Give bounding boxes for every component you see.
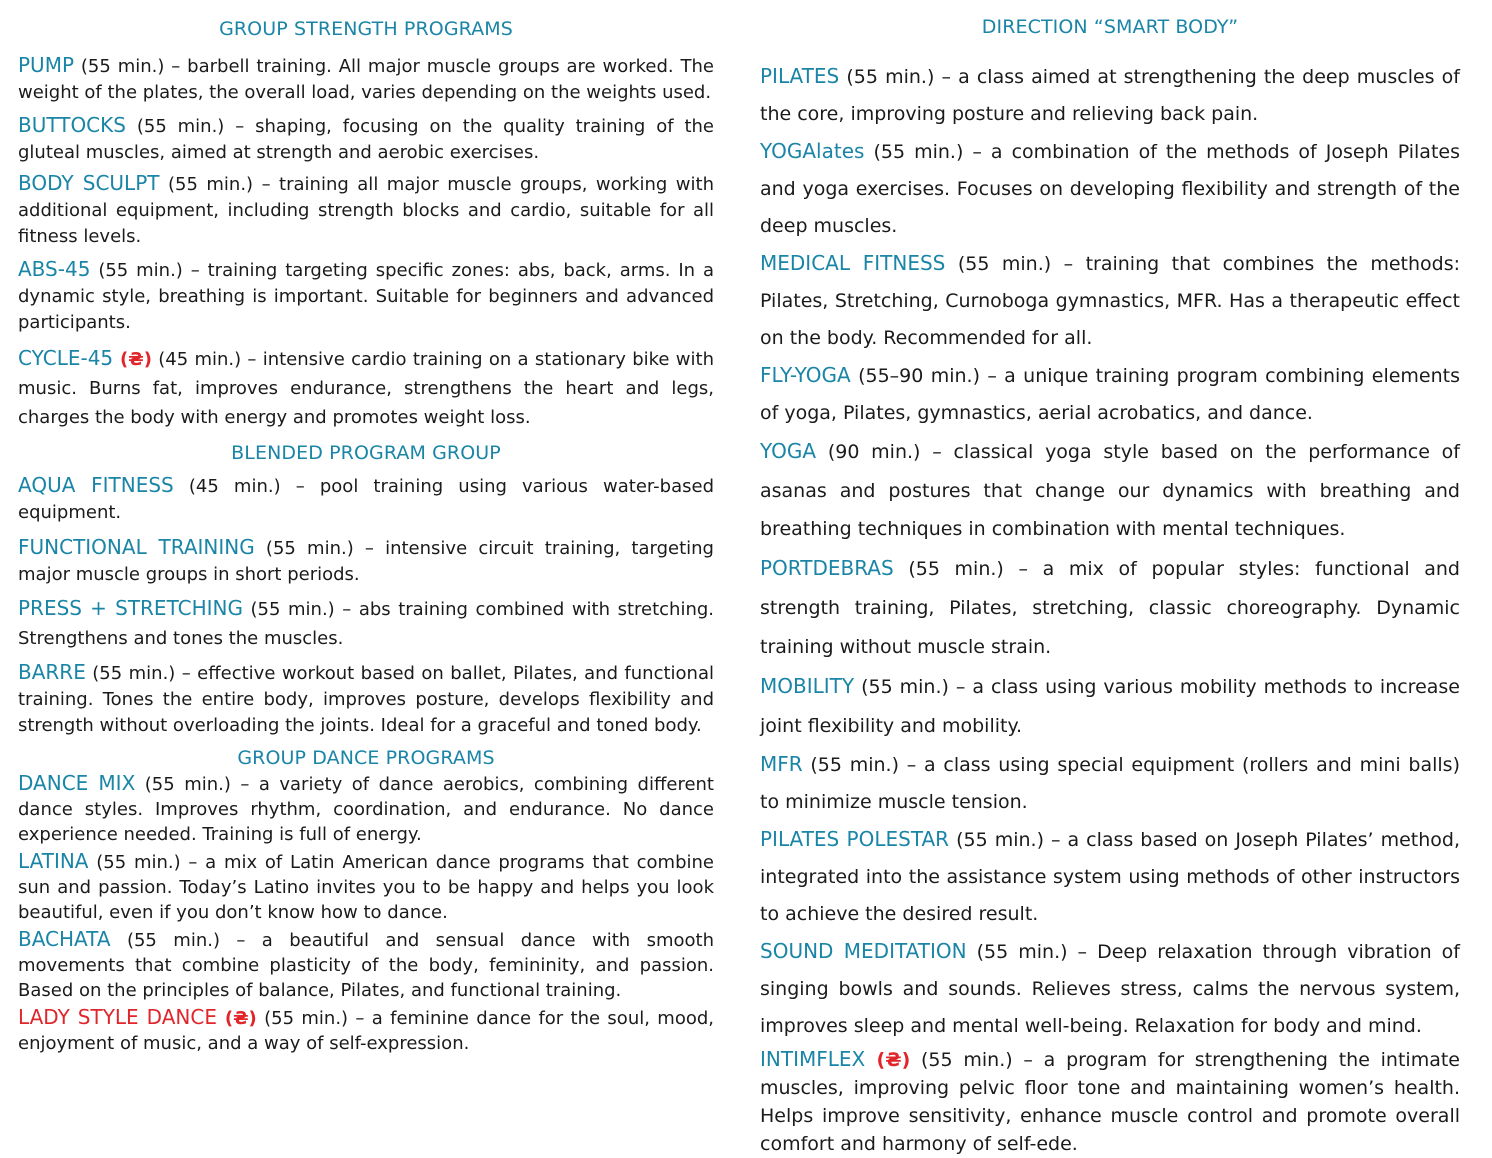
program-description: (55 min.) – a beautiful and sensual dance with smooth movements that combine plasticity of the body, femininity, and passion. Based on the principles of balance, Pilates, and functional training.	[18, 930, 714, 1001]
program-entry	[18, 927, 714, 1003]
program-entry	[760, 1045, 1460, 1158]
program-description: (55 min.) – training all major muscle groups, working with additional equipment, including strength blocks and cardio, suitable for all fitness levels.	[18, 174, 714, 247]
program-description: (55–90 min.) – a unique training program combining elements of yoga, Pilates, gymnastics, aerial acrobatics, and dance.	[760, 365, 1460, 424]
program-name: LADY STYLE DANCE	[18, 1005, 217, 1029]
program-entry	[18, 534, 714, 588]
program-name: BODY SCULPT	[18, 171, 160, 195]
section-heading-smart-body: DIRECTION “SMART BODY”	[981, 16, 1239, 38]
program-name: BACHATA	[18, 927, 111, 951]
left-column	[18, 0, 714, 1056]
program-entry	[760, 245, 1460, 357]
program-name: YOGA	[760, 439, 817, 463]
price-badge: (₴)	[113, 349, 152, 370]
section-heading-blended: BLENDED PROGRAM GROUP	[231, 442, 501, 464]
program-entry	[760, 133, 1460, 245]
price-badge: (₴)	[865, 1048, 911, 1071]
program-name: PRESS + STRETCHING	[18, 596, 243, 620]
program-entry	[18, 256, 714, 336]
program-name: YOGAlates	[760, 139, 865, 163]
program-description: (55 min.) – a variety of dance aerobics, combining different dance styles. Improves rhythm, coordination, and endurance. No dance experience needed. Training is full of energy.	[18, 774, 714, 845]
program-entry	[18, 112, 714, 166]
program-name: AQUA FITNESS	[18, 473, 174, 497]
program-name: CYCLE-45	[18, 346, 114, 370]
program-description: (55 min.) – a class aimed at strengthening the deep muscles of the core, improving posture and relieving back pain.	[760, 66, 1460, 125]
program-entry	[760, 933, 1460, 1045]
program-description: (55 min.) – a feminine dance for the soul, mood, enjoyment of music, and a way of self-expression.	[18, 1008, 714, 1054]
program-description: (55 min.) – barbell training. All major muscle groups are worked. The weight of the plates, the overall load, varies depending on the weights used.	[18, 56, 714, 103]
program-name: BUTTOCKS	[18, 113, 126, 137]
program-entry	[760, 58, 1460, 133]
program-description: (55 min.) – shaping, focusing on the quality training of the gluteal muscles, aimed at strength and aerobic exercises.	[18, 116, 714, 163]
program-entry	[18, 771, 714, 847]
program-name: PILATES	[760, 64, 840, 88]
program-description: (45 min.) – pool training using various water-based equipment.	[18, 476, 714, 523]
program-entry	[18, 1005, 714, 1056]
program-description: (55 min.) – a mix of Latin American dance programs that combine sun and passion. Today’s Latino invites you to be happy and helps you look beautiful, even if you don’t know how to dance.	[18, 852, 714, 923]
right-column	[760, 0, 1460, 1158]
program-description: (45 min.) – intensive cardio training on a stationary bike with music. Burns fat, improves endurance, strengthens the heart and legs, charges the body with energy and promotes weight loss.	[18, 349, 714, 428]
program-entry	[18, 659, 714, 739]
program-name: BARRE	[18, 660, 86, 684]
program-name: DANCE MIX	[18, 771, 136, 795]
program-description: (55 min.) – a program for strengthening the intimate muscles, improving pelvic floor tone and maintaining women’s health. Helps improve sensitivity, enhance muscle control and promote overall comfort and harmony of self-ede.	[760, 1048, 1460, 1155]
program-description: (55 min.) – a class using special equipment (rollers and mini balls) to minimize muscle tension.	[760, 753, 1460, 813]
section-heading-strength: GROUP STRENGTH PROGRAMS	[219, 18, 513, 40]
program-description: (55 min.) – training targeting specific zones: abs, back, arms. In a dynamic style, breathing is important. Suitable for beginners and advanced participants.	[18, 260, 714, 333]
program-entry	[18, 344, 714, 432]
program-description: (90 min.) – classical yoga style based on the performance of asanas and postures that change our dynamics with breathing and breathing techniques in combination with mental techniques.	[760, 441, 1460, 540]
program-entry	[760, 432, 1460, 549]
program-name: PUMP	[18, 53, 75, 77]
program-entry	[760, 357, 1460, 432]
program-description: (55 min.) – a class using various mobility methods to increase joint flexibility and mobility.	[760, 675, 1460, 737]
program-entry	[760, 746, 1460, 821]
program-name: SOUND MEDITATION	[760, 938, 967, 963]
program-entry	[760, 667, 1460, 746]
section-heading-dance: GROUP DANCE PROGRAMS	[237, 747, 495, 769]
program-name: MFR	[760, 751, 803, 776]
program-entry	[760, 821, 1460, 933]
program-description: (55 min.) – a mix of popular styles: functional and strength training, Pilates, stretching, classic choreography. Dynamic training without muscle strain.	[760, 557, 1460, 658]
program-entry	[18, 594, 714, 653]
program-entry	[760, 549, 1460, 667]
program-name: MOBILITY	[760, 673, 855, 698]
program-name: FLY-YOGA	[760, 363, 851, 387]
program-description: (55 min.) – a combination of the methods of Joseph Pilates and yoga exercises. Focuses on developing flexibility and strength of the deep muscles.	[760, 141, 1460, 237]
program-name: PILATES POLESTAR	[760, 826, 950, 851]
program-description: (55 min.) – intensive circuit training, targeting major muscle groups in short periods.	[18, 538, 714, 585]
program-name: FUNCTIONAL TRAINING	[18, 535, 255, 559]
program-entry	[18, 472, 714, 526]
program-entry	[18, 170, 714, 250]
program-name: PORTDEBRAS	[760, 555, 894, 580]
program-description: (55 min.) – a class based on Joseph Pilates’ method, integrated into the assistance system using methods of other instructors to achieve the desired result.	[760, 828, 1460, 925]
program-description: (55 min.) – Deep relaxation through vibration of singing bowls and sounds. Relieves stress, calms the nervous system, improves sleep and mental well-being. Relaxation for body and mind.	[760, 940, 1460, 1037]
program-entry	[18, 849, 714, 925]
price-badge: (₴)	[216, 1008, 257, 1029]
program-entry	[18, 52, 714, 106]
program-name: LATINA	[18, 849, 89, 873]
program-name: ABS-45	[18, 257, 91, 281]
program-description: (55 min.) – abs training combined with stretching. Strengthens and tones the muscles.	[18, 599, 715, 649]
program-name: INTIMFLEX	[760, 1046, 866, 1071]
program-name: MEDICAL FITNESS	[760, 251, 946, 275]
program-description: (55 min.) – training that combines the methods: Pilates, Stretching, Curnoboga gymnastics, MFR. Has a therapeutic effect on the body. Recommended for all.	[760, 253, 1460, 349]
program-description: (55 min.) – effective workout based on ballet, Pilates, and functional training. Tones the entire body, improves posture, develops flexibility and strength without overloading the joints. Ideal for a graceful and toned body.	[18, 663, 714, 736]
